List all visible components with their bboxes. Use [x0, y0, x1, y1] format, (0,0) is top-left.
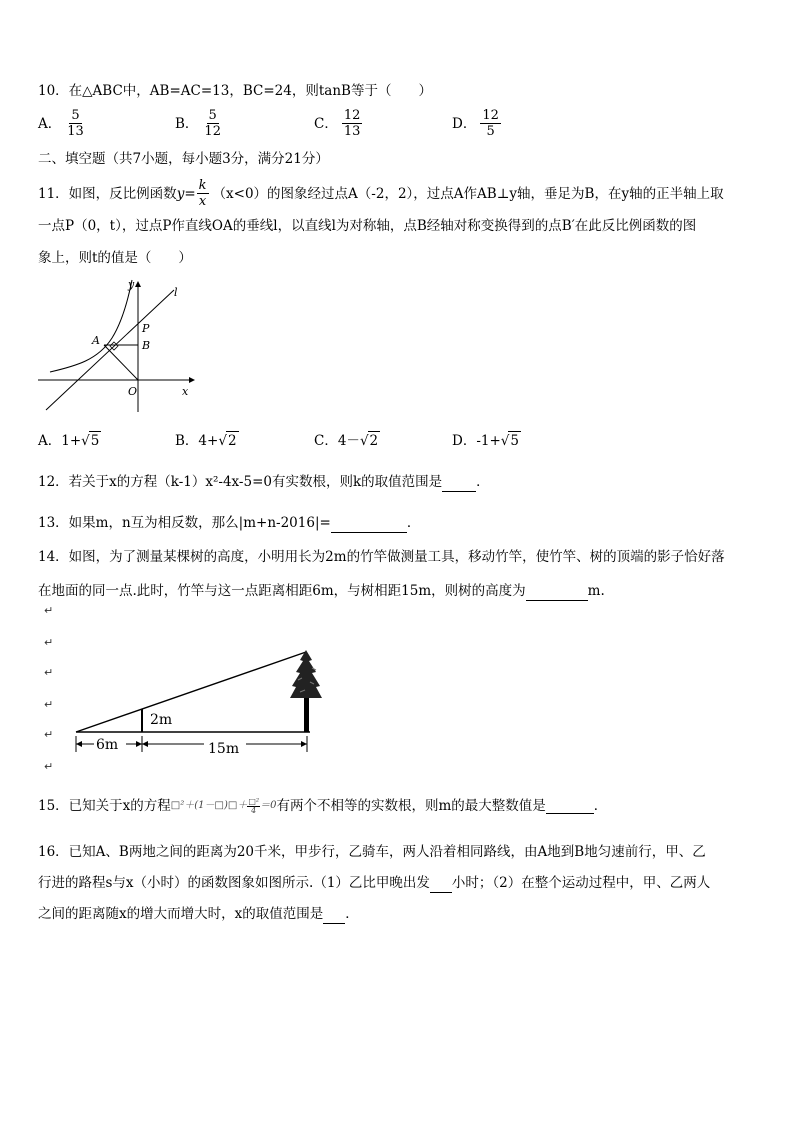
pole-label: 2m — [150, 712, 173, 728]
numerator: k — [198, 178, 207, 193]
equation-fraction — [247, 798, 260, 815]
section-heading: 二、填空题（共7小题，每小题3分，满分21分） — [38, 151, 329, 167]
tree-icon — [290, 650, 322, 732]
option-prefix: 4－ — [337, 432, 360, 449]
q14-figure — [70, 640, 330, 768]
radicand: 5 — [90, 433, 100, 449]
q12-end: ． — [476, 474, 490, 490]
label-b: B — [142, 339, 151, 352]
question-14-line-1: 14．如图，为了测量某棵树的高度，小明用长为2m的竹竿做测量工具，移动竹竿，使竹竿、树的顶端的影子恰好落 — [38, 549, 725, 565]
q10-option-c — [314, 108, 362, 139]
question-15 — [38, 797, 607, 815]
option-label: B． — [175, 432, 199, 449]
q10-option-b — [175, 108, 223, 139]
radicand: 2 — [369, 433, 379, 449]
option-prefix: -1+ — [476, 432, 501, 449]
q10-option-a — [38, 108, 86, 139]
paragraph-mark: ↵ — [44, 604, 54, 617]
question-11-line-3: 象上，则t的值是（ ） — [38, 250, 192, 266]
q10-option-d — [452, 108, 501, 139]
label-l: l — [174, 286, 178, 299]
sunlight-line — [76, 652, 306, 732]
label-a: A — [92, 334, 100, 347]
option-label: A． — [38, 432, 62, 449]
question-14-line-2 — [38, 582, 605, 601]
q11-figure — [36, 276, 201, 416]
q11-text: 11．如图，反比例函数 — [38, 185, 177, 202]
q11-var-y: y — [176, 185, 185, 202]
label-p: P — [142, 322, 150, 335]
option-label: A． — [38, 115, 62, 132]
line-l — [46, 290, 174, 410]
denominator: 12 — [204, 124, 221, 139]
option-label: D． — [452, 115, 477, 132]
q15-end: ． — [593, 798, 608, 814]
q14-unit: m. — [587, 583, 605, 599]
paragraph-mark: ↵ — [44, 636, 54, 649]
numerator: 5 — [71, 108, 80, 123]
q15-equation — [171, 797, 277, 815]
answer-blank — [442, 473, 476, 492]
radicand: 2 — [227, 433, 237, 449]
denominator: 4 — [251, 805, 257, 815]
question-10-stem: 10．在△ABC中，AB=AC=13，BC=24，则tanB等于（ ） — [38, 83, 432, 99]
paragraph-mark: ↵ — [44, 760, 54, 773]
q16-text: 行进的路程s与x（小时）的函数图象如图所示.（1）乙比甲晚出发 — [38, 875, 430, 891]
answer-blank — [323, 905, 345, 924]
q13-text: 13．如果m，n互为相反数，那么|m+n-2016|= — [38, 515, 331, 531]
arrow-right-15m — [301, 741, 307, 747]
arrow-left-6m — [76, 741, 82, 747]
q14-text: 在地面的同一点.此时，竹竿与这一点距离相距6m，与树相距15m，则树的高度为 — [38, 583, 526, 599]
q13-end: ． — [406, 515, 421, 531]
answer-blank — [526, 582, 588, 601]
arrow-right-6m — [136, 741, 142, 747]
sqrt-symbol: √ 5 — [500, 433, 519, 449]
paragraph-mark: ↵ — [44, 728, 54, 741]
question-16-line-3 — [38, 905, 359, 924]
answer-blank — [430, 874, 452, 893]
q16-text-cont: 小时；（2）在整个运动过程中，甲、乙两人 — [451, 875, 711, 891]
question-11-line-2: 一点P（0，t），过点P作直线OA的垂线l，以直线l为对称轴，点B经轴对称变换得到的点B′在此反比例函数的图 — [38, 218, 697, 234]
paragraph-mark: ↵ — [44, 666, 54, 679]
arrow-left-15m — [142, 741, 148, 747]
numerator: 12 — [343, 108, 361, 123]
option-prefix: 4+ — [198, 432, 219, 449]
denominator: 13 — [343, 124, 361, 139]
sqrt-symbol: √ 5 — [81, 433, 100, 449]
q11-option-d — [452, 431, 521, 450]
numerator: 12 — [482, 108, 499, 123]
option-label: C． — [314, 432, 338, 449]
q16-text: 之间的距离随x的增大而增大时，x的取值范围是 — [38, 906, 324, 922]
fraction — [342, 108, 363, 139]
q11-text-cont: （x<0）的图象经过点A（-2，2），过点A作AB⊥y轴，垂足为B，在y轴的正半轴上取 — [212, 185, 724, 202]
option-label: D． — [452, 432, 477, 449]
denominator: 13 — [67, 124, 84, 139]
q11-option-b — [175, 431, 239, 450]
fraction-k-over-x — [197, 178, 209, 209]
q12-text: 12．若关于x的方程（k-1）x²-4x-5=0有实数根，则k的取值范围是 — [38, 474, 443, 490]
question-16-line-2 — [38, 874, 710, 893]
q11-equals: = — [184, 185, 196, 202]
numerator: 5 — [208, 108, 217, 123]
sqrt-symbol: √ 2 — [359, 433, 379, 449]
q11-option-a — [38, 431, 101, 450]
answer-blank — [546, 799, 594, 814]
radicand: 5 — [510, 433, 519, 449]
question-12 — [38, 473, 490, 492]
answer-blank — [331, 514, 407, 533]
question-13 — [38, 514, 420, 533]
option-label: C． — [314, 115, 338, 132]
option-label: B． — [175, 115, 199, 132]
fraction — [202, 108, 223, 139]
q15-text-cont: 有两个不相等的实数根，则m的最大整数值是 — [276, 798, 546, 814]
dim-label-15m: 15m — [208, 741, 240, 757]
denominator: x — [198, 194, 207, 209]
paragraph-mark: ↵ — [44, 698, 54, 711]
question-11-line-1 — [38, 178, 724, 209]
hyperbola-curve — [50, 280, 132, 372]
option-prefix: 1+ — [61, 432, 82, 449]
label-y: y — [128, 278, 135, 291]
q15-text: 15．已知关于x的方程 — [38, 798, 171, 814]
denominator: 5 — [486, 124, 495, 139]
q11-option-c — [314, 431, 380, 450]
sqrt-symbol: √ 2 — [218, 433, 237, 449]
label-o: O — [128, 385, 138, 398]
segment-ao — [104, 345, 138, 380]
fraction — [480, 108, 501, 139]
q16-end: ． — [345, 906, 359, 922]
question-16-line-1: 16．已知A、B两地之间的距离为20千米，甲步行，乙骑车，两人沿着相同路线，由A地到B地匀速前行，甲、乙 — [38, 844, 706, 860]
numerator: □² — [248, 796, 260, 806]
label-x: x — [182, 385, 189, 398]
dim-label-6m: 6m — [96, 737, 119, 753]
equation-main: □²＋(1－□)□＋ — [170, 800, 248, 811]
equation-end: ＝0 — [260, 800, 277, 811]
fraction — [65, 108, 86, 139]
